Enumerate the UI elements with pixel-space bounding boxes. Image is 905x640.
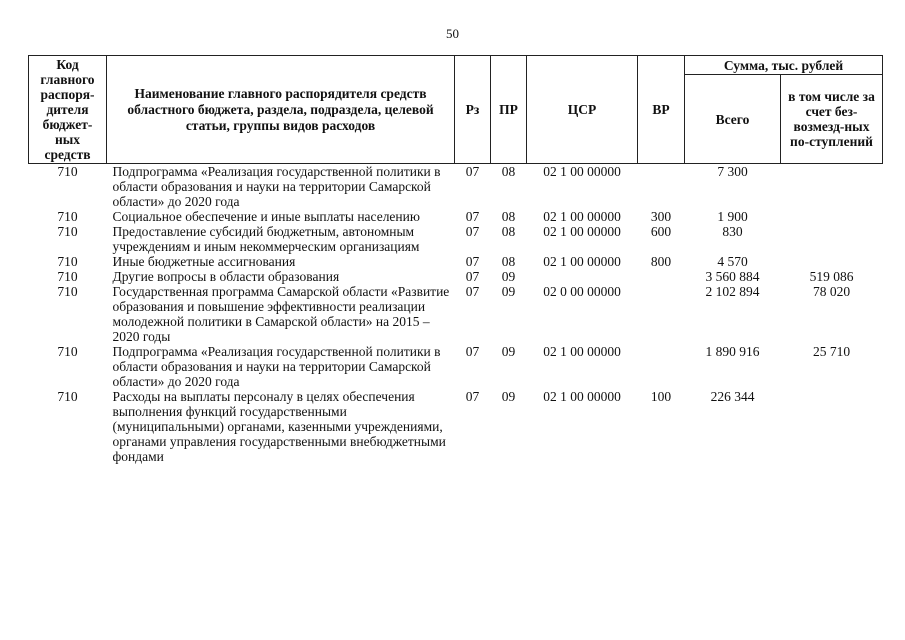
row-csr: 02 1 00 00000 xyxy=(543,254,621,269)
header-code: Код главного распоря-дителя бюджет-ных средств xyxy=(29,56,107,164)
row-rz: 07 xyxy=(465,344,480,359)
table-row xyxy=(29,254,883,269)
header-rz: Рз xyxy=(455,56,491,164)
row-vr: 100 xyxy=(650,389,672,404)
row-name: Расходы на выплаты персоналу в целях обеспечения выполнения функций государственными (муниципальными) органами, казенными учреждениями, органами управления государственными внебюджетными фондами xyxy=(112,389,446,464)
row-total: 1 890 916 xyxy=(705,344,760,359)
row-name: Иные бюджетные ассигнования xyxy=(112,254,296,269)
row-code: 710 xyxy=(57,284,78,299)
header-csr: ЦСР xyxy=(527,56,638,164)
row-free xyxy=(781,254,883,269)
row-csr: 02 0 00 00000 xyxy=(543,284,621,299)
row-free: 519 086 xyxy=(809,269,854,284)
row-csr: 02 1 00 00000 xyxy=(543,344,621,359)
row-rz: 07 xyxy=(465,284,480,299)
row-name: Подпрограмма «Реализация государственной политики в области образования и науки на территории Самарской области» до 2020 года xyxy=(112,344,441,389)
header-total: Всего xyxy=(685,75,781,164)
row-total: 4 570 xyxy=(717,254,748,269)
header-sum: Сумма, тыс. рублей xyxy=(685,56,883,75)
table-row xyxy=(29,209,883,224)
row-name: Другие вопросы в области образования xyxy=(112,269,340,284)
row-csr: 02 1 00 00000 xyxy=(543,389,621,404)
row-free: 78 020 xyxy=(812,284,851,299)
row-code: 710 xyxy=(57,209,78,224)
header-vr: ВР xyxy=(638,56,685,164)
row-rz: 07 xyxy=(465,389,480,404)
row-name: Предоставление субсидий бюджетным, автономным учреждениям и иным некоммерческим организациям xyxy=(112,224,420,254)
row-free xyxy=(781,224,883,254)
header-free: в том числе за счет без-возмезд-ных по-ступлений xyxy=(781,75,883,164)
row-rz: 07 xyxy=(465,269,480,284)
row-rz: 07 xyxy=(465,209,480,224)
row-code: 710 xyxy=(57,254,78,269)
row-pr: 09 xyxy=(501,344,516,359)
row-vr xyxy=(638,344,685,389)
row-free xyxy=(781,389,883,464)
row-rz: 07 xyxy=(465,164,480,179)
row-pr: 09 xyxy=(501,389,516,404)
row-code: 710 xyxy=(57,269,78,284)
row-csr: 02 1 00 00000 xyxy=(543,224,621,239)
row-name: Государственная программа Самарской области «Развитие образования и повышение эффективности реализации молодежной политики в Самарской области» на 2015 – 2020 годы xyxy=(112,284,450,344)
row-pr: 08 xyxy=(501,254,516,269)
row-free xyxy=(781,209,883,224)
row-vr xyxy=(638,269,685,284)
row-total: 830 xyxy=(722,224,743,239)
row-csr: 02 1 00 00000 xyxy=(543,164,621,179)
row-vr xyxy=(638,164,685,210)
row-code: 710 xyxy=(57,164,78,179)
table-row xyxy=(29,269,883,284)
row-code: 710 xyxy=(57,224,78,239)
row-free xyxy=(781,164,883,210)
row-name: Социальное обеспечение и иные выплаты населению xyxy=(112,209,420,224)
row-total: 226 344 xyxy=(710,389,755,404)
header-name: Наименование главного распорядителя средств областного бюджета, раздела, подраздела, целевой статьи, группы видов расходов xyxy=(107,56,455,164)
row-pr: 09 xyxy=(501,269,516,284)
row-total: 2 102 894 xyxy=(705,284,760,299)
header-pr: ПР xyxy=(491,56,527,164)
row-vr: 800 xyxy=(650,254,672,269)
row-code: 710 xyxy=(57,389,78,404)
table-row xyxy=(29,389,883,464)
row-vr: 300 xyxy=(650,209,672,224)
page-number: 50 xyxy=(446,26,459,41)
table-row xyxy=(29,224,883,254)
row-csr xyxy=(527,269,638,284)
row-free: 25 710 xyxy=(812,344,851,359)
table-row xyxy=(29,344,883,389)
table-body xyxy=(29,164,883,465)
table-row xyxy=(29,284,883,344)
row-pr: 08 xyxy=(501,209,516,224)
row-name: Подпрограмма «Реализация государственной политики в области образования и науки на территории Самарской области» до 2020 года xyxy=(112,164,441,209)
row-csr: 02 1 00 00000 xyxy=(543,209,621,224)
table-header xyxy=(29,56,883,164)
table-row xyxy=(29,164,883,210)
budget-table xyxy=(28,55,883,464)
row-total: 1 900 xyxy=(717,209,748,224)
row-rz: 07 xyxy=(465,254,480,269)
row-vr: 600 xyxy=(650,224,672,239)
row-total: 7 300 xyxy=(717,164,748,179)
row-code: 710 xyxy=(57,344,78,359)
row-pr: 08 xyxy=(501,164,516,179)
row-rz: 07 xyxy=(465,224,480,239)
row-pr: 09 xyxy=(501,284,516,299)
row-pr: 08 xyxy=(501,224,516,239)
row-vr xyxy=(638,284,685,344)
row-total: 3 560 884 xyxy=(705,269,760,284)
